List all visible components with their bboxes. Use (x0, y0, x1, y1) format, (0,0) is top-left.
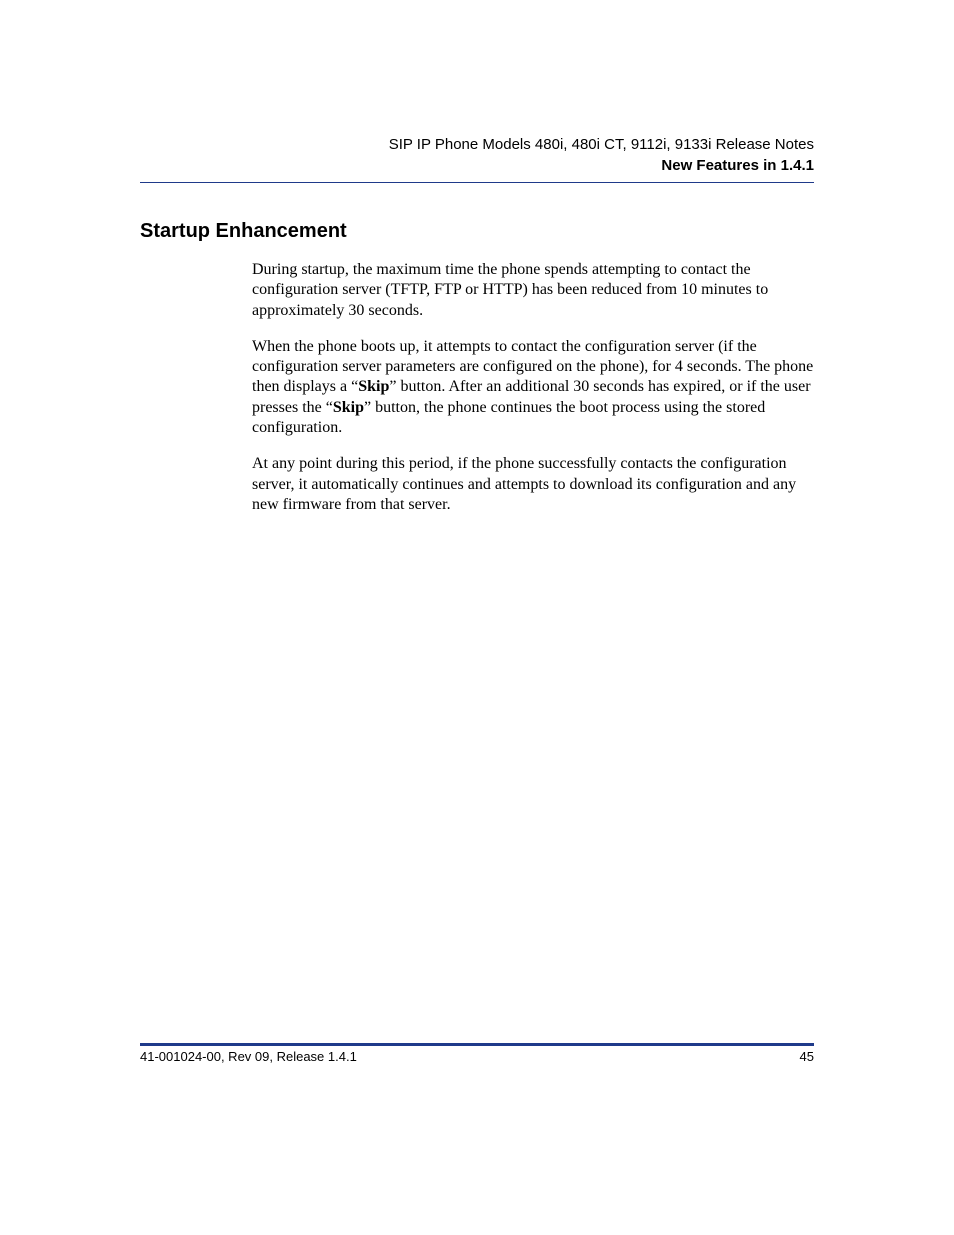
document-title: SIP IP Phone Models 480i, 480i CT, 9112i, 9133i Release Notes (388, 136, 814, 153)
chapter-title: New Features in 1.4.1 (661, 157, 814, 174)
paragraph-2-text-1: When the phone boots up, it attempts to contact the configuration server (if the configuration server parameters are configured on the phone), for 4 seconds. The phone then displays a “ (252, 337, 814, 396)
document-id: 41-001024-00, Rev 09, Release 1.4.1 (140, 1049, 357, 1064)
skip-term-2: Skip (332, 398, 364, 416)
running-footer (140, 1048, 814, 1065)
skip-term-1: Skip (358, 378, 390, 396)
paragraph-3: At any point during this period, if the phone successfully contacts the configuration server, it automatically continues and attempts to download its configuration and any new firmware from that server. (252, 455, 797, 513)
page-number: 45 (799, 1049, 814, 1064)
section-heading: Startup Enhancement (140, 220, 347, 242)
footer-divider (140, 1043, 814, 1046)
running-header (140, 134, 814, 176)
paragraph-1: During startup, the maximum time the phone spends attempting to contact the configuration server (TFTP, FTP or HTTP) has been reduced from 10 minutes to approximately 30 seconds. (252, 261, 769, 319)
paragraph-2-text-3: ” button, the phone continues the boot process using the stored configuration. (252, 398, 766, 437)
section-body (252, 260, 814, 531)
header-divider (140, 182, 814, 183)
paragraph-2-text-2: ” button. After an additional 30 seconds has expired, or if the user presses the “ (252, 378, 811, 416)
paragraph-2 (252, 337, 814, 438)
